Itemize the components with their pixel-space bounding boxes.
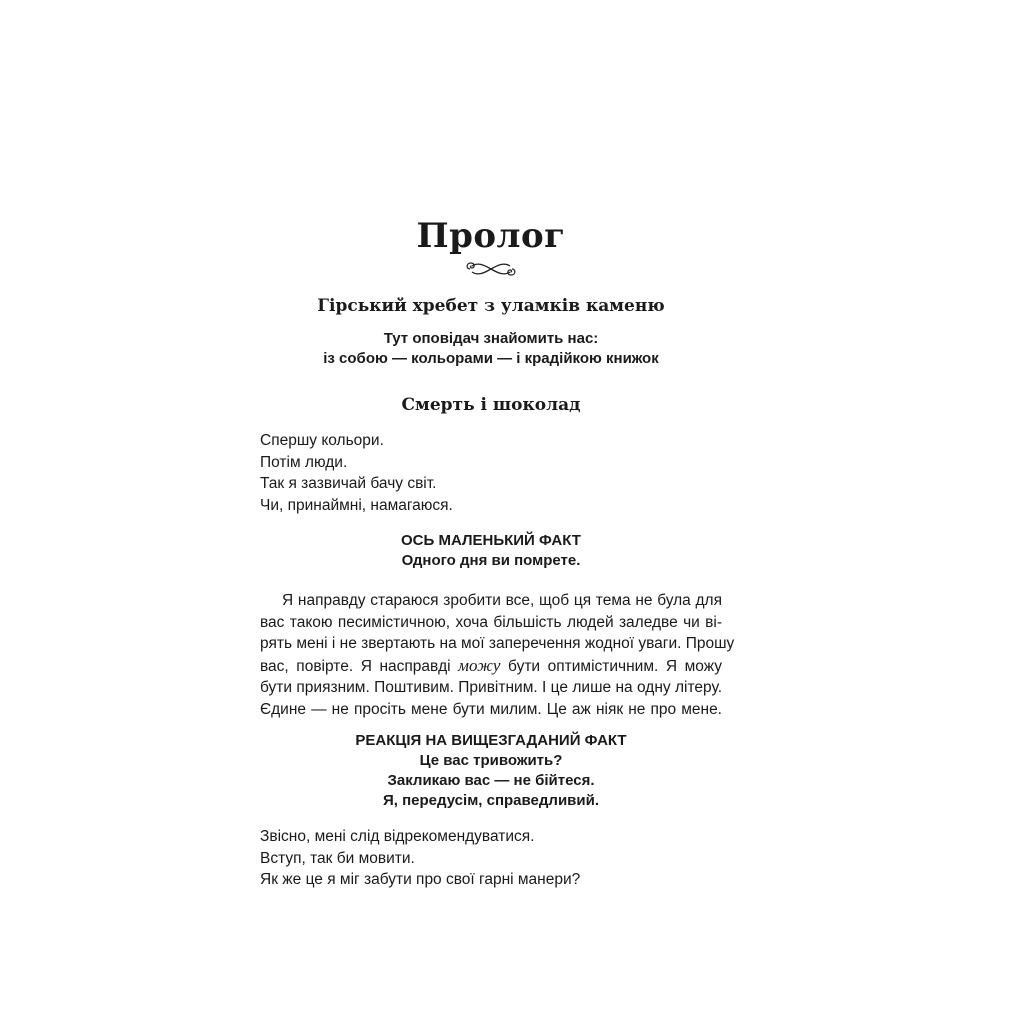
reaction-line: Я, передусім, справедливий. <box>382 792 599 809</box>
paragraph-line: Єдине — не просіть мене бути милим. Це аж ніяк не про мене. <box>260 700 722 718</box>
book-page <box>260 0 735 1024</box>
part-subtitle <box>260 329 722 369</box>
body-paragraph <box>260 590 735 720</box>
reaction-callout <box>260 731 722 811</box>
chapter-heading-prologue: Пролог <box>416 216 566 256</box>
fact-callout <box>260 531 722 571</box>
subtitle-line: із собою — кольорами — і крадійкою книжок <box>323 350 659 367</box>
subtitle-line: Тут оповідач знайомить нас: <box>383 330 599 347</box>
text-line: Потім люди. <box>260 453 348 471</box>
fact-heading: ОСЬ МАЛЕНЬКИЙ ФАКТ <box>401 532 581 549</box>
text-line: Спершу кольори. <box>260 432 384 449</box>
paragraph-line: рять мені і не звертають на мої заперечення жодної уваги. Прошу <box>260 635 735 652</box>
paragraph-line: Я направду стараюся зробити все, щоб ця тема не була для <box>282 592 722 609</box>
paragraph-line: бути приязним. Поштивим. Привітним. І це лише на одну літеру. <box>260 679 722 696</box>
opening-lines <box>260 430 722 516</box>
part-title: Гірський хребет з уламків каменю <box>317 296 665 316</box>
line-end: бути оптимістичним. Я можу <box>508 657 723 675</box>
text-line: Звісно, мені слід відрекомендуватися. <box>260 828 535 845</box>
text-line: Вступ, так би мовити. <box>260 849 415 867</box>
reaction-line: Це вас тривожить? <box>419 752 563 769</box>
fact-line: Одного дня ви помрете. <box>401 552 581 569</box>
chapter-title: Смерть і шоколад <box>401 395 581 415</box>
line-start: вас, повірте. Я насправді <box>260 657 459 675</box>
text-line: Чи, принаймні, намагаюся. <box>260 496 453 514</box>
text-line: Так я зазвичай бачу світ. <box>260 475 437 492</box>
reaction-line: Закликаю вас — не бійтеся. <box>387 772 595 789</box>
closing-lines <box>260 826 722 891</box>
paragraph-line <box>260 655 722 678</box>
paragraph-line: вас такою песимістичною, хоча більшість людей заледве чи ві- <box>260 613 722 631</box>
flourish-ornament-icon <box>464 258 518 280</box>
emphasis-word: можу <box>458 655 501 675</box>
text-line: Як же це я міг забути про свої гарні манери? <box>260 871 581 888</box>
reaction-heading: РЕАКЦІЯ НА ВИЩЕЗГАДАНИЙ ФАКТ <box>355 732 627 749</box>
